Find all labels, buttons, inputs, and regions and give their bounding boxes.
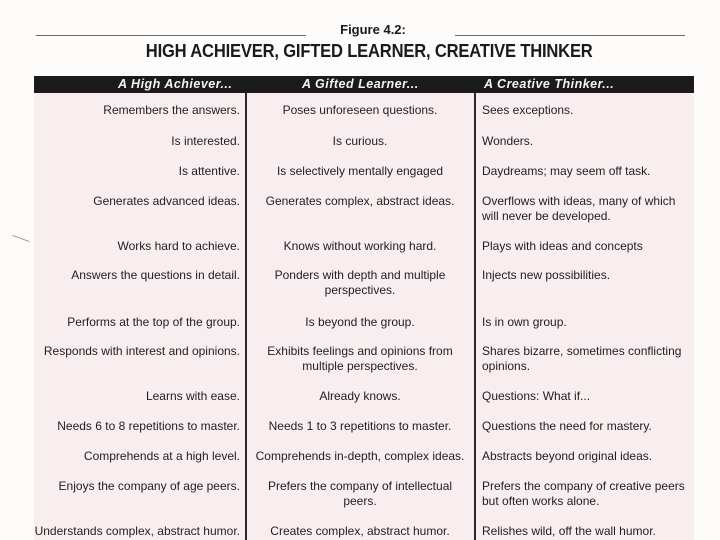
table-cell: Questions: What if... <box>482 389 591 403</box>
table-cell: Shares bizarre, sometimes conflicting opinions. <box>482 344 682 373</box>
table-cell: Daydreams; may seem off task. <box>482 164 651 178</box>
table-cell: Questions the need for mastery. <box>482 419 652 433</box>
column-divider <box>474 93 476 540</box>
table-cell: Is interested. <box>171 134 240 148</box>
table-cell: Generates advanced ideas. <box>93 194 240 208</box>
table-cell: Injects new possibilities. <box>482 268 611 282</box>
figure-label: Figure 4.2: <box>340 22 406 37</box>
table-cell: Plays with ideas and concepts <box>482 239 643 253</box>
table-cell: Is in own group. <box>482 315 567 329</box>
table-cell: Needs 1 to 3 repetitions to master. <box>268 419 452 433</box>
table-cell: Abstracts beyond original ideas. <box>482 449 653 463</box>
table-cell: Is beyond the group. <box>305 315 415 329</box>
table-cell: Already knows. <box>319 389 401 403</box>
column-header-gifted-learner: A Gifted Learner... <box>302 77 419 91</box>
table-cell: Overflows with ideas, many of which will never be developed. <box>482 194 676 223</box>
table-cell: Comprehends in-depth, complex ideas. <box>255 449 465 463</box>
table-cell: Creates complex, abstract humor. <box>270 524 450 538</box>
table-cell: Enjoys the company of age peers. <box>58 479 240 493</box>
table-cell: Exhibits feelings and opinions from multiple perspectives. <box>267 344 453 373</box>
table-cell: Knows without working hard. <box>283 239 437 253</box>
table-cell: Prefers the company of intellectual peers. <box>267 479 453 508</box>
figure-title: HIGH ACHIEVER, GIFTED LEARNER, CREATIVE THINKER <box>145 41 593 61</box>
table-cell: Generates complex, abstract ideas. <box>265 194 455 208</box>
table-cell: Comprehends at a high level. <box>83 449 240 463</box>
table-cell: Is attentive. <box>178 164 240 178</box>
table-cell: Poses unforeseen questions. <box>282 103 438 117</box>
table-cell: Is curious. <box>332 134 388 148</box>
table-cell: Understands complex, abstract humor. <box>34 524 240 538</box>
table-cell: Remembers the answers. <box>103 103 240 117</box>
table-cell: Learns with ease. <box>145 389 240 403</box>
margin-mark <box>12 235 29 242</box>
column-header-high-achiever: A High Achiever... <box>118 77 233 91</box>
comparison-table <box>34 76 694 540</box>
table-cell: Relishes wild, off the wall humor. <box>482 524 656 538</box>
table-cell: Is selectively mentally engaged <box>276 164 444 178</box>
table-cell: Needs 6 to 8 repetitions to master. <box>57 419 240 433</box>
column-header-creative-thinker: A Creative Thinker... <box>484 77 615 91</box>
table-cell: Works hard to achieve. <box>117 239 240 253</box>
table-cell: Wonders. <box>482 134 534 148</box>
table-header-row <box>34 76 694 93</box>
column-divider <box>245 93 247 540</box>
table-cell: Prefers the company of creative peers but often works alone. <box>482 479 685 508</box>
table-cell: Responds with interest and opinions. <box>43 344 240 358</box>
table-cell: Performs at the top of the group. <box>67 315 240 329</box>
table-cell: Ponders with depth and multiple perspectives. <box>274 268 446 297</box>
table-cell: Answers the questions in detail. <box>71 268 240 282</box>
table-cell: Sees exceptions. <box>482 103 574 117</box>
